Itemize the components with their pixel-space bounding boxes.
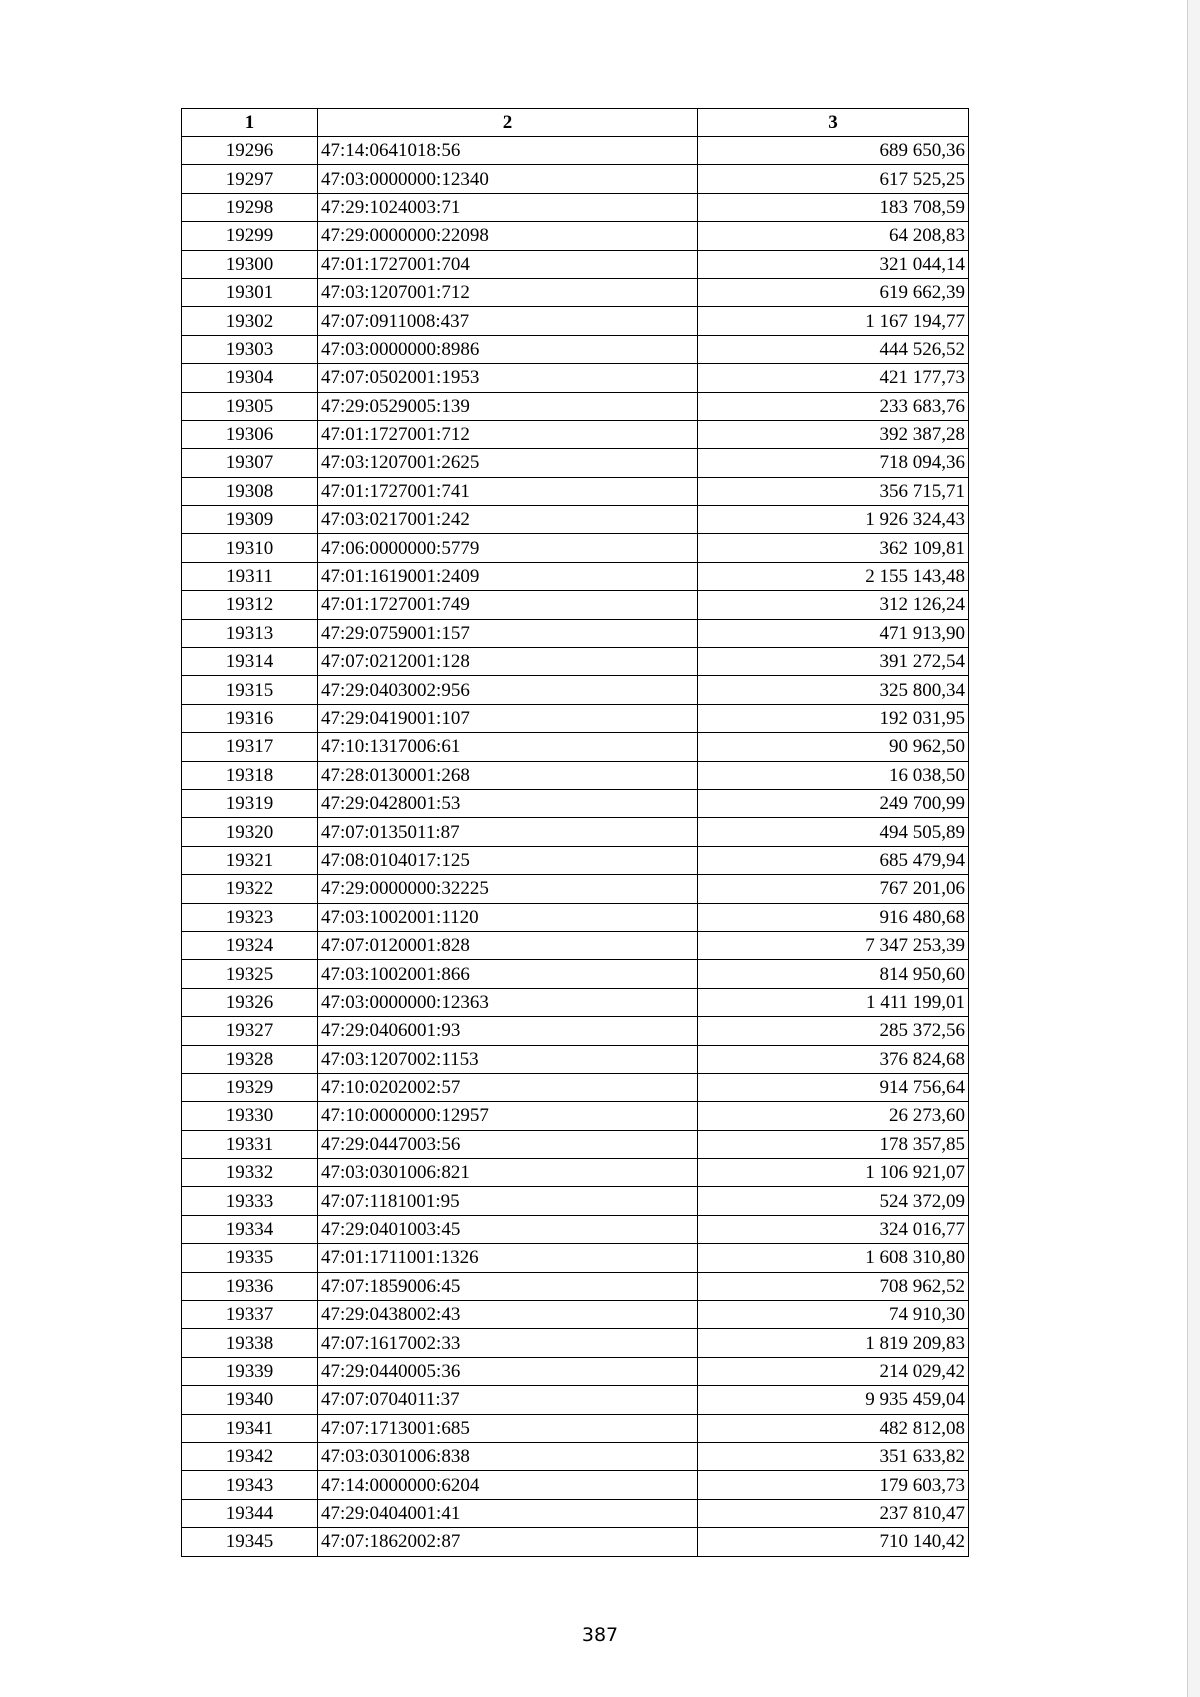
row-number-cell: 19311 xyxy=(182,562,318,590)
row-number-cell: 19327 xyxy=(182,1017,318,1045)
row-number-cell: 19296 xyxy=(182,137,318,165)
value-cell: 421 177,73 xyxy=(698,364,969,392)
value-cell: 471 913,90 xyxy=(698,619,969,647)
row-number-cell: 19320 xyxy=(182,818,318,846)
value-cell: 312 126,24 xyxy=(698,591,969,619)
value-cell: 183 708,59 xyxy=(698,193,969,221)
value-cell: 914 756,64 xyxy=(698,1073,969,1101)
table-row xyxy=(182,222,969,250)
row-number-cell: 19305 xyxy=(182,392,318,420)
value-cell: 376 824,68 xyxy=(698,1045,969,1073)
value-cell: 90 962,50 xyxy=(698,733,969,761)
cadastral-number-cell: 47:03:0000000:8986 xyxy=(318,335,698,363)
row-number-cell: 19335 xyxy=(182,1244,318,1272)
cadastral-number-cell: 47:07:0212001:128 xyxy=(318,648,698,676)
cadastral-number-cell: 47:29:0440005:36 xyxy=(318,1357,698,1385)
cadastral-number-cell: 47:29:0428001:53 xyxy=(318,789,698,817)
value-cell: 718 094,36 xyxy=(698,449,969,477)
cadastral-number-cell: 47:07:0502001:1953 xyxy=(318,364,698,392)
value-cell: 179 603,73 xyxy=(698,1471,969,1499)
table-row xyxy=(182,193,969,221)
table-row xyxy=(182,818,969,846)
cadastral-number-cell: 47:01:1619001:2409 xyxy=(318,562,698,590)
cadastral-number-cell: 47:10:1317006:61 xyxy=(318,733,698,761)
cadastral-number-cell: 47:07:1862002:87 xyxy=(318,1528,698,1556)
cadastral-number-cell: 47:10:0202002:57 xyxy=(318,1073,698,1101)
row-number-cell: 19306 xyxy=(182,420,318,448)
cadastral-number-cell: 47:29:0000000:22098 xyxy=(318,222,698,250)
cadastral-number-cell: 47:07:0135011:87 xyxy=(318,818,698,846)
value-cell: 362 109,81 xyxy=(698,534,969,562)
value-cell: 524 372,09 xyxy=(698,1187,969,1215)
column-header-2: 2 xyxy=(318,109,698,137)
value-cell: 689 650,36 xyxy=(698,137,969,165)
column-header-3: 3 xyxy=(698,109,969,137)
row-number-cell: 19312 xyxy=(182,591,318,619)
value-cell: 16 038,50 xyxy=(698,761,969,789)
cadastral-value-table xyxy=(181,108,969,1557)
value-cell: 916 480,68 xyxy=(698,903,969,931)
value-cell: 178 357,85 xyxy=(698,1130,969,1158)
table-row xyxy=(182,1130,969,1158)
value-cell: 285 372,56 xyxy=(698,1017,969,1045)
value-cell: 482 812,08 xyxy=(698,1414,969,1442)
row-number-cell: 19330 xyxy=(182,1102,318,1130)
cadastral-number-cell: 47:07:1713001:685 xyxy=(318,1414,698,1442)
table-row xyxy=(182,1301,969,1329)
table-row xyxy=(182,1528,969,1556)
cadastral-number-cell: 47:08:0104017:125 xyxy=(318,846,698,874)
row-number-cell: 19345 xyxy=(182,1528,318,1556)
value-cell: 351 633,82 xyxy=(698,1442,969,1470)
row-number-cell: 19321 xyxy=(182,846,318,874)
value-cell: 325 800,34 xyxy=(698,676,969,704)
cadastral-number-cell: 47:03:1207002:1153 xyxy=(318,1045,698,1073)
table-row xyxy=(182,1045,969,1073)
cadastral-number-cell: 47:01:1727001:741 xyxy=(318,477,698,505)
cadastral-number-cell: 47:01:1727001:749 xyxy=(318,591,698,619)
table-row xyxy=(182,420,969,448)
row-number-cell: 19313 xyxy=(182,619,318,647)
table-row xyxy=(182,1329,969,1357)
row-number-cell: 19339 xyxy=(182,1357,318,1385)
cadastral-number-cell: 47:01:1727001:712 xyxy=(318,420,698,448)
row-number-cell: 19322 xyxy=(182,875,318,903)
cadastral-number-cell: 47:01:1711001:1326 xyxy=(318,1244,698,1272)
cadastral-number-cell: 47:03:0000000:12363 xyxy=(318,988,698,1016)
cadastral-number-cell: 47:29:0759001:157 xyxy=(318,619,698,647)
value-cell: 74 910,30 xyxy=(698,1301,969,1329)
table-row xyxy=(182,875,969,903)
value-cell: 214 029,42 xyxy=(698,1357,969,1385)
row-number-cell: 19309 xyxy=(182,506,318,534)
cadastral-number-cell: 47:01:1727001:704 xyxy=(318,250,698,278)
table-row xyxy=(182,619,969,647)
row-number-cell: 19304 xyxy=(182,364,318,392)
row-number-cell: 19316 xyxy=(182,704,318,732)
cadastral-number-cell: 47:29:0438002:43 xyxy=(318,1301,698,1329)
table-row xyxy=(182,392,969,420)
table-row xyxy=(182,1471,969,1499)
table-row xyxy=(182,278,969,306)
row-number-cell: 19328 xyxy=(182,1045,318,1073)
table-row xyxy=(182,1102,969,1130)
cadastral-number-cell: 47:07:1181001:95 xyxy=(318,1187,698,1215)
value-cell: 767 201,06 xyxy=(698,875,969,903)
table-row xyxy=(182,307,969,335)
table-row xyxy=(182,1386,969,1414)
row-number-cell: 19319 xyxy=(182,789,318,817)
row-number-cell: 19334 xyxy=(182,1215,318,1243)
row-number-cell: 19331 xyxy=(182,1130,318,1158)
table-row xyxy=(182,789,969,817)
cadastral-number-cell: 47:03:0301006:838 xyxy=(318,1442,698,1470)
cadastral-number-cell: 47:07:1617002:33 xyxy=(318,1329,698,1357)
value-cell: 1 608 310,80 xyxy=(698,1244,969,1272)
row-number-cell: 19315 xyxy=(182,676,318,704)
value-cell: 237 810,47 xyxy=(698,1499,969,1527)
row-number-cell: 19342 xyxy=(182,1442,318,1470)
cadastral-number-cell: 47:03:1207001:712 xyxy=(318,278,698,306)
row-number-cell: 19326 xyxy=(182,988,318,1016)
table-row xyxy=(182,931,969,959)
cadastral-number-cell: 47:29:0401003:45 xyxy=(318,1215,698,1243)
cadastral-number-cell: 47:29:0406001:93 xyxy=(318,1017,698,1045)
row-number-cell: 19337 xyxy=(182,1301,318,1329)
row-number-cell: 19307 xyxy=(182,449,318,477)
cadastral-number-cell: 47:29:0419001:107 xyxy=(318,704,698,732)
row-number-cell: 19301 xyxy=(182,278,318,306)
value-cell: 7 347 253,39 xyxy=(698,931,969,959)
cadastral-number-cell: 47:14:0641018:56 xyxy=(318,137,698,165)
table-row xyxy=(182,562,969,590)
row-number-cell: 19338 xyxy=(182,1329,318,1357)
row-number-cell: 19308 xyxy=(182,477,318,505)
value-cell: 619 662,39 xyxy=(698,278,969,306)
row-number-cell: 19324 xyxy=(182,931,318,959)
table-row xyxy=(182,1442,969,1470)
value-cell: 494 505,89 xyxy=(698,818,969,846)
cadastral-number-cell: 47:29:0447003:56 xyxy=(318,1130,698,1158)
table-row xyxy=(182,846,969,874)
row-number-cell: 19325 xyxy=(182,960,318,988)
table-row xyxy=(182,676,969,704)
cadastral-number-cell: 47:29:0529005:139 xyxy=(318,392,698,420)
table-row xyxy=(182,534,969,562)
cadastral-number-cell: 47:07:0911008:437 xyxy=(318,307,698,335)
value-cell: 321 044,14 xyxy=(698,250,969,278)
table-row xyxy=(182,733,969,761)
row-number-cell: 19332 xyxy=(182,1159,318,1187)
cadastral-number-cell: 47:06:0000000:5779 xyxy=(318,534,698,562)
row-number-cell: 19341 xyxy=(182,1414,318,1442)
value-cell: 1 106 921,07 xyxy=(698,1159,969,1187)
cadastral-number-cell: 47:14:0000000:6204 xyxy=(318,1471,698,1499)
cadastral-number-cell: 47:03:0301006:821 xyxy=(318,1159,698,1187)
table-row xyxy=(182,960,969,988)
page-edge xyxy=(1187,0,1200,1697)
value-cell: 2 155 143,48 xyxy=(698,562,969,590)
value-cell: 64 208,83 xyxy=(698,222,969,250)
value-cell: 617 525,25 xyxy=(698,165,969,193)
cadastral-number-cell: 47:03:0217001:242 xyxy=(318,506,698,534)
cadastral-number-cell: 47:07:1859006:45 xyxy=(318,1272,698,1300)
table-row xyxy=(182,591,969,619)
value-cell: 324 016,77 xyxy=(698,1215,969,1243)
table-row xyxy=(182,1215,969,1243)
column-header-1: 1 xyxy=(182,109,318,137)
cadastral-number-cell: 47:07:0704011:37 xyxy=(318,1386,698,1414)
value-cell: 391 272,54 xyxy=(698,648,969,676)
table-row xyxy=(182,137,969,165)
table-row xyxy=(182,1414,969,1442)
table-row xyxy=(182,449,969,477)
row-number-cell: 19310 xyxy=(182,534,318,562)
row-number-cell: 19318 xyxy=(182,761,318,789)
cadastral-number-cell: 47:29:0404001:41 xyxy=(318,1499,698,1527)
table-row xyxy=(182,1499,969,1527)
value-cell: 1 819 209,83 xyxy=(698,1329,969,1357)
row-number-cell: 19314 xyxy=(182,648,318,676)
cadastral-number-cell: 47:29:0000000:32225 xyxy=(318,875,698,903)
table-body xyxy=(182,137,969,1557)
row-number-cell: 19340 xyxy=(182,1386,318,1414)
cadastral-number-cell: 47:03:1207001:2625 xyxy=(318,449,698,477)
cadastral-number-cell: 47:29:0403002:956 xyxy=(318,676,698,704)
cadastral-number-cell: 47:03:0000000:12340 xyxy=(318,165,698,193)
row-number-cell: 19298 xyxy=(182,193,318,221)
table-row xyxy=(182,1017,969,1045)
value-cell: 814 950,60 xyxy=(698,960,969,988)
value-cell: 392 387,28 xyxy=(698,420,969,448)
table-row xyxy=(182,1244,969,1272)
value-cell: 1 167 194,77 xyxy=(698,307,969,335)
table-row xyxy=(182,648,969,676)
value-cell: 1 411 199,01 xyxy=(698,988,969,1016)
row-number-cell: 19317 xyxy=(182,733,318,761)
row-number-cell: 19344 xyxy=(182,1499,318,1527)
row-number-cell: 19303 xyxy=(182,335,318,363)
value-cell: 26 273,60 xyxy=(698,1102,969,1130)
table-row xyxy=(182,1357,969,1385)
cadastral-number-cell: 47:28:0130001:268 xyxy=(318,761,698,789)
table-row xyxy=(182,1159,969,1187)
row-number-cell: 19323 xyxy=(182,903,318,931)
table-row xyxy=(182,1187,969,1215)
table-row xyxy=(182,988,969,1016)
table-row xyxy=(182,1073,969,1101)
row-number-cell: 19336 xyxy=(182,1272,318,1300)
row-number-cell: 19333 xyxy=(182,1187,318,1215)
table-header-row xyxy=(182,109,969,137)
table-row xyxy=(182,903,969,931)
table-row xyxy=(182,477,969,505)
page-number: 387 xyxy=(581,1624,619,1646)
row-number-cell: 19297 xyxy=(182,165,318,193)
table-row xyxy=(182,335,969,363)
value-cell: 444 526,52 xyxy=(698,335,969,363)
table-row xyxy=(182,250,969,278)
table-row xyxy=(182,704,969,732)
value-cell: 356 715,71 xyxy=(698,477,969,505)
cadastral-number-cell: 47:03:1002001:866 xyxy=(318,960,698,988)
row-number-cell: 19302 xyxy=(182,307,318,335)
value-cell: 249 700,99 xyxy=(698,789,969,817)
value-cell: 9 935 459,04 xyxy=(698,1386,969,1414)
value-cell: 1 926 324,43 xyxy=(698,506,969,534)
cadastral-number-cell: 47:29:1024003:71 xyxy=(318,193,698,221)
table-row xyxy=(182,364,969,392)
cadastral-number-cell: 47:07:0120001:828 xyxy=(318,931,698,959)
table-row xyxy=(182,506,969,534)
value-cell: 685 479,94 xyxy=(698,846,969,874)
cadastral-number-cell: 47:03:1002001:1120 xyxy=(318,903,698,931)
table-row xyxy=(182,1272,969,1300)
row-number-cell: 19299 xyxy=(182,222,318,250)
value-cell: 708 962,52 xyxy=(698,1272,969,1300)
table-row xyxy=(182,165,969,193)
row-number-cell: 19329 xyxy=(182,1073,318,1101)
cadastral-number-cell: 47:10:0000000:12957 xyxy=(318,1102,698,1130)
table-row xyxy=(182,761,969,789)
value-cell: 710 140,42 xyxy=(698,1528,969,1556)
value-cell: 233 683,76 xyxy=(698,392,969,420)
row-number-cell: 19300 xyxy=(182,250,318,278)
value-cell: 192 031,95 xyxy=(698,704,969,732)
row-number-cell: 19343 xyxy=(182,1471,318,1499)
